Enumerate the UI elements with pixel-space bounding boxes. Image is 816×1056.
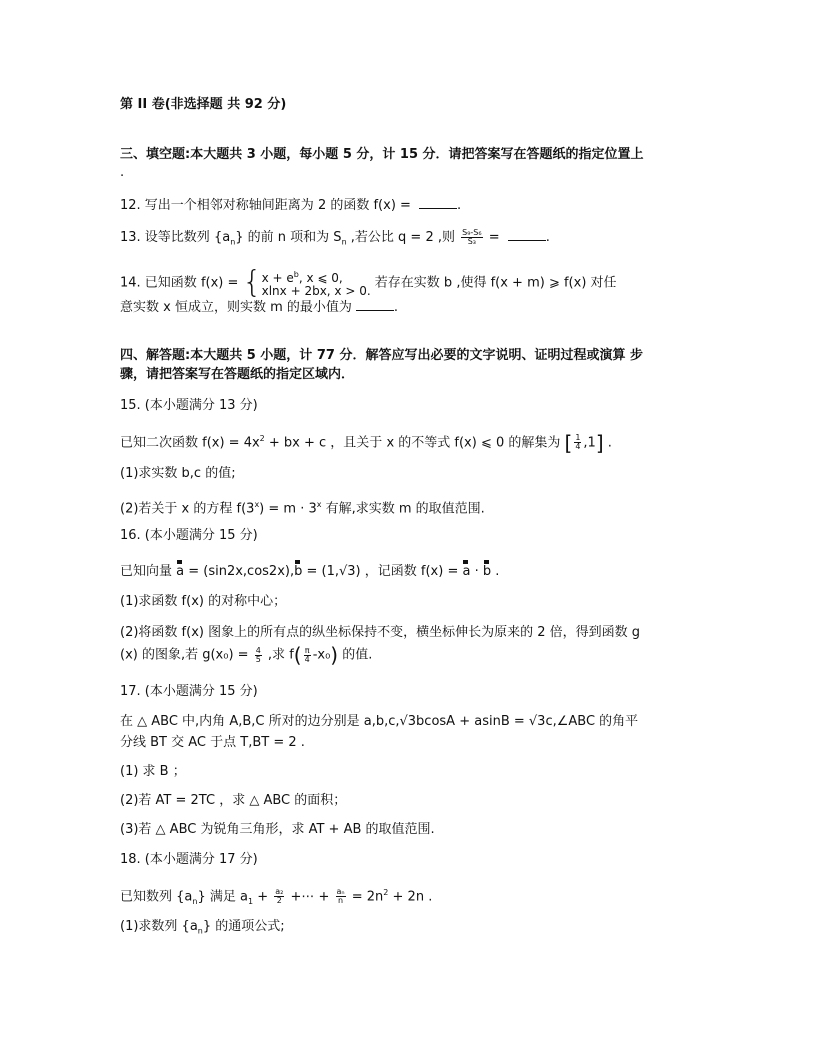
question-14-line2 (120, 298, 398, 317)
q13-part-b: } 的前 n 项和为 S (235, 230, 342, 245)
q15-interval-tail: ,1 (583, 435, 596, 451)
q17-part1: (1) 求 B ； (120, 764, 186, 779)
q14-line2: 意实数 x 恒成立，则实数 m 的最小值为 (120, 300, 352, 315)
q13-frac-num: S₉-S₆ (462, 228, 482, 237)
q16-inner-den: 4 (304, 654, 310, 664)
q17-line2: 分线 BT 交 AC 于点 T,BT = 2 . (120, 735, 305, 750)
q16-dot: · (470, 564, 483, 579)
q18-f2-num: aₙ (336, 887, 345, 897)
question-15 (120, 430, 612, 455)
vector-a: a (176, 564, 185, 579)
q14-part-a: 14. 已知函数 f(x) = (120, 275, 239, 291)
q16-part-b: = (sin2x,cos2x), (184, 564, 295, 579)
q16-p2-a: (x) 的图象,若 g(x₀) = (120, 647, 253, 663)
answer-blank (508, 228, 546, 241)
q13-sub-n: n (230, 237, 236, 247)
part3-header-tail: . (120, 165, 125, 180)
q17-title: 17. (本小题满分 15 分) (120, 684, 258, 699)
q17-line1: 在 △ ABC 中,内角 A,B,C 所对的边分别是 a,b,c,√3bcosA + asinB = √3c,∠ABC 的角平 (120, 714, 639, 729)
q13-part-c: ,若公比 q = 2 ,则 (346, 230, 455, 245)
vector-b: b (294, 564, 303, 579)
q16-frac-den: 5 (255, 654, 261, 664)
q18-p1-b: } 的通项公式; (202, 919, 285, 934)
q18-title: 18. (本小题满分 17 分) (120, 852, 258, 867)
q16-part2-line2 (120, 643, 373, 667)
q13-sub-n2: n (341, 237, 347, 247)
q18-f2-den: n (338, 896, 344, 906)
q15-p2-sup2: x (316, 500, 322, 509)
vector-a: a (462, 564, 471, 579)
question-12 (120, 196, 461, 215)
q16-inner-frac (304, 647, 311, 664)
q13-frac-den: S₃ (467, 237, 476, 246)
q15-part1: (1)求实数 b,c 的值; (120, 466, 236, 481)
q14-end: . (393, 300, 399, 315)
question-16 (120, 563, 499, 581)
q16-part-c: = (1,√3) ，记函数 f(x) = (302, 564, 463, 579)
q16-p2-c: 的值. (338, 647, 373, 663)
piecewise-brace: { (242, 265, 262, 300)
q18-sub1: 1 (247, 896, 254, 906)
answer-blank (356, 298, 394, 311)
q18-p1-sub-n: n (197, 926, 203, 936)
q18-sup: 2 (383, 888, 389, 897)
q14-case2: xlnx + 2bx, x > 0. (261, 284, 371, 298)
q15-p2-b: ) = m · 3 (259, 501, 317, 517)
q14-case1-cond: , x ⩽ 0, (298, 271, 343, 285)
q15-part-b: + bx + c ，且关于 x 的不等式 f(x) ⩽ 0 的解集为 (264, 435, 561, 451)
part4-header-line2: 骤，请把答案写在答题纸的指定区域内． (120, 367, 355, 382)
q15-part2 (120, 496, 485, 518)
q18-c: + (253, 889, 273, 905)
q15-frac-den: 4 (575, 442, 581, 452)
q17-part2: (2)若 AT = 2TC ，求 △ ABC 的面积； (120, 793, 347, 808)
q16-inner-num: π (304, 645, 310, 655)
q18-d: +⋯ + (286, 889, 334, 905)
q18-part1 (120, 918, 285, 941)
q18-f1-den: 2 (276, 896, 282, 906)
q18-f1-num: a₂ (275, 887, 284, 897)
interval-bracket-right: ] (595, 430, 604, 455)
q15-end: . (603, 435, 612, 451)
q15-title: 15. (本小题满分 13 分) (120, 398, 258, 413)
q18-f: + 2n . (388, 889, 433, 905)
q16-p2-frac (255, 647, 262, 664)
q12-text: 12. 写出一个相邻对称轴间距离为 2 的函数 f(x) = (120, 198, 416, 213)
q15-frac-num: 1 (575, 433, 581, 443)
q18-a: 已知数列 {a (120, 889, 193, 905)
q18-e: = 2n (347, 889, 384, 905)
section-title: 第 II 卷(非选择题 共 92 分) (120, 97, 287, 112)
q18-frac1 (274, 888, 284, 905)
q16-frac-num: 4 (255, 645, 261, 655)
q16-part1: (1)求函数 f(x) 的对称中心； (120, 594, 287, 609)
q16-inner-tail: -x₀ (312, 647, 331, 663)
q16-part2-line1: (2)将函数 f(x) 图象上的所有点的纵坐标保持不变，横坐标伸长为原来的 2 倍，得到函数 g (120, 625, 641, 640)
q17-part3: (3)若 △ ABC 为锐角三角形，求 AT + AB 的取值范围. (120, 822, 435, 837)
paren-right: ) (330, 643, 339, 667)
question-14 (120, 265, 617, 300)
q18-p1-a: (1)求数列 {a (120, 919, 198, 934)
q16-title: 16. (本小题满分 15 分) (120, 528, 258, 543)
q15-p2-c: 有解,求实数 m 的取值范围. (321, 501, 485, 517)
answer-blank (419, 196, 457, 209)
q16-p2-b: ,求 f (263, 647, 294, 663)
q13-part-a: 13. 设等比数列 {a (120, 230, 231, 245)
q15-p2-sup: x (254, 500, 260, 509)
q13-part-d: = (484, 230, 504, 245)
q13-fraction (461, 229, 482, 246)
piecewise-cases (262, 268, 371, 298)
q16-part-a: 已知向量 (120, 564, 177, 579)
q18-b: } 满足 a (197, 889, 248, 905)
q15-interval-frac (574, 434, 581, 451)
q15-p2-a: (2)若关于 x 的方程 f(3 (120, 501, 255, 517)
paren-left: ( (293, 643, 302, 667)
question-18 (120, 884, 432, 911)
part4-header-line1: 四、解答题:本大题共 5 小题，计 77 分．解答应写出必要的文字说明、证明过程或演算 步 (120, 348, 643, 363)
q16-end: . (491, 564, 500, 579)
question-13 (120, 228, 550, 252)
interval-bracket-left: [ (564, 430, 573, 455)
q18-sub-n: n (192, 896, 198, 906)
part3-header: 三、填空题:本大题共 3 小题，每小题 5 分，计 15 分．请把答案写在答题纸的指定位置上 (120, 147, 644, 162)
q15-part-a: 已知二次函数 f(x) = 4x (120, 435, 260, 451)
vector-b: b (482, 564, 492, 579)
q14-case1-sup: b (293, 270, 299, 279)
q12-end: . (457, 198, 462, 213)
q18-frac2 (336, 888, 346, 905)
q14-part-b: 若存在实数 b ,使得 f(x + m) ⩾ f(x) 对任 (370, 275, 617, 291)
q13-end: . (545, 230, 550, 245)
q15-sup: 2 (259, 434, 265, 443)
q14-case1: x + e (261, 271, 294, 285)
